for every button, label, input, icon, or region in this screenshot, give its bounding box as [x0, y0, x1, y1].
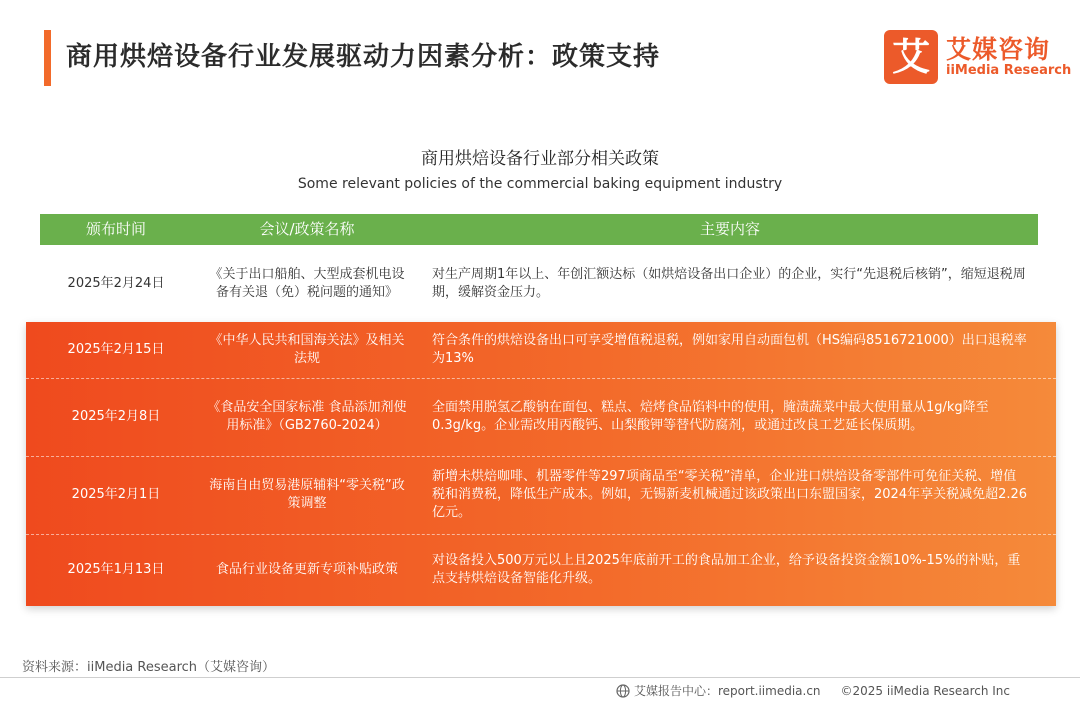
table-row — [40, 322, 1038, 378]
globe-icon — [616, 684, 630, 698]
column-header-content: 主要内容 — [699, 220, 760, 238]
column-header-date: 颁布时间 — [85, 220, 146, 238]
row-content: 新增未烘焙咖啡、机器零件等297项商品至“零关税”清单，企业进口烘焙设备零部件可免征关税、增值税和消费税，降低生产成本。例如，无锡新麦机械通过该政策出口东盟国家，2024年享关税减免超2.26亿元。 — [432, 469, 1028, 520]
row-policy-name: 《中华人民共和国海关法》及相关法规 — [209, 333, 405, 366]
column-header-policy-name: 会议/政策名称 — [259, 220, 355, 238]
table-row — [40, 534, 1038, 606]
report-center-link[interactable]: 艾媒报告中心：report.iimedia.cn — [634, 684, 821, 698]
table-subtitle: Some relevant policies of the commercial baking equipment industry — [297, 176, 783, 192]
footer-divider — [0, 677, 1080, 678]
table-header — [40, 214, 1038, 245]
row-policy-name: 海南自由贸易港原辅料“零关税”政策调整 — [209, 478, 405, 511]
footer-info — [616, 682, 1010, 699]
iimedia-logo — [884, 30, 1072, 84]
table-row — [40, 456, 1038, 534]
title-accent-bar — [44, 30, 51, 86]
row-date: 2025年1月13日 — [67, 562, 165, 577]
logo-subtitle: iiMedia Research — [946, 63, 1072, 78]
row-date: 2025年2月15日 — [67, 342, 165, 357]
row-policy-name: 《关于出口船舶、大型成套机电设备有关退（免）税问题的通知》 — [209, 267, 405, 300]
copyright-text: ©2025 iiMedia Research Inc — [840, 683, 1011, 698]
row-date: 2025年2月24日 — [67, 276, 165, 291]
table-row — [40, 378, 1038, 456]
data-source-note: 资料来源：iiMedia Research（艾媒咨询） — [22, 660, 276, 675]
row-date: 2025年2月8日 — [71, 409, 161, 424]
page-title: 商用烘焙设备行业发展驱动力因素分析：政策支持 — [66, 42, 661, 72]
row-content: 全面禁用脱氢乙酸钠在面包、糕点、焙烤食品馅料中的使用，腌渍蔬菜中最大使用量从1g/kg降至 0.3g/kg。企业需改用丙酸钙、山梨酸钾等替代防腐剂，或通过改良工艺延长保质期。 — [432, 400, 989, 433]
row-content: 对设备投入500万元以上且2025年底前开工的食品加工企业，给予设备投资金额10%-15%的补贴，重点支持烘焙设备智能化升级。 — [432, 553, 1021, 586]
row-policy-name: 食品行业设备更新专项补贴政策 — [215, 562, 398, 577]
table-row — [40, 248, 1038, 320]
row-date: 2025年2月1日 — [71, 487, 161, 502]
row-content: 符合条件的烘焙设备出口可享受增值税退税，例如家用自动面包机（HS编码8516721000）出口退税率为13% — [432, 333, 1027, 366]
highlighted-rows-panel — [26, 322, 1056, 606]
logo-name: 艾媒咨询 — [946, 35, 1051, 64]
row-policy-name: 《食品安全国家标准 食品添加剂使用标准》（GB2760-2024） — [207, 400, 407, 433]
row-content: 对生产周期1年以上、年创汇额达标（如烘焙设备出口企业）的企业，实行“先退税后核销”，缩短退税周期，缓解资金压力。 — [432, 267, 1026, 300]
table-title: 商用烘焙设备行业部分相关政策 — [421, 149, 659, 169]
logo-mark: 艾 — [884, 30, 938, 84]
